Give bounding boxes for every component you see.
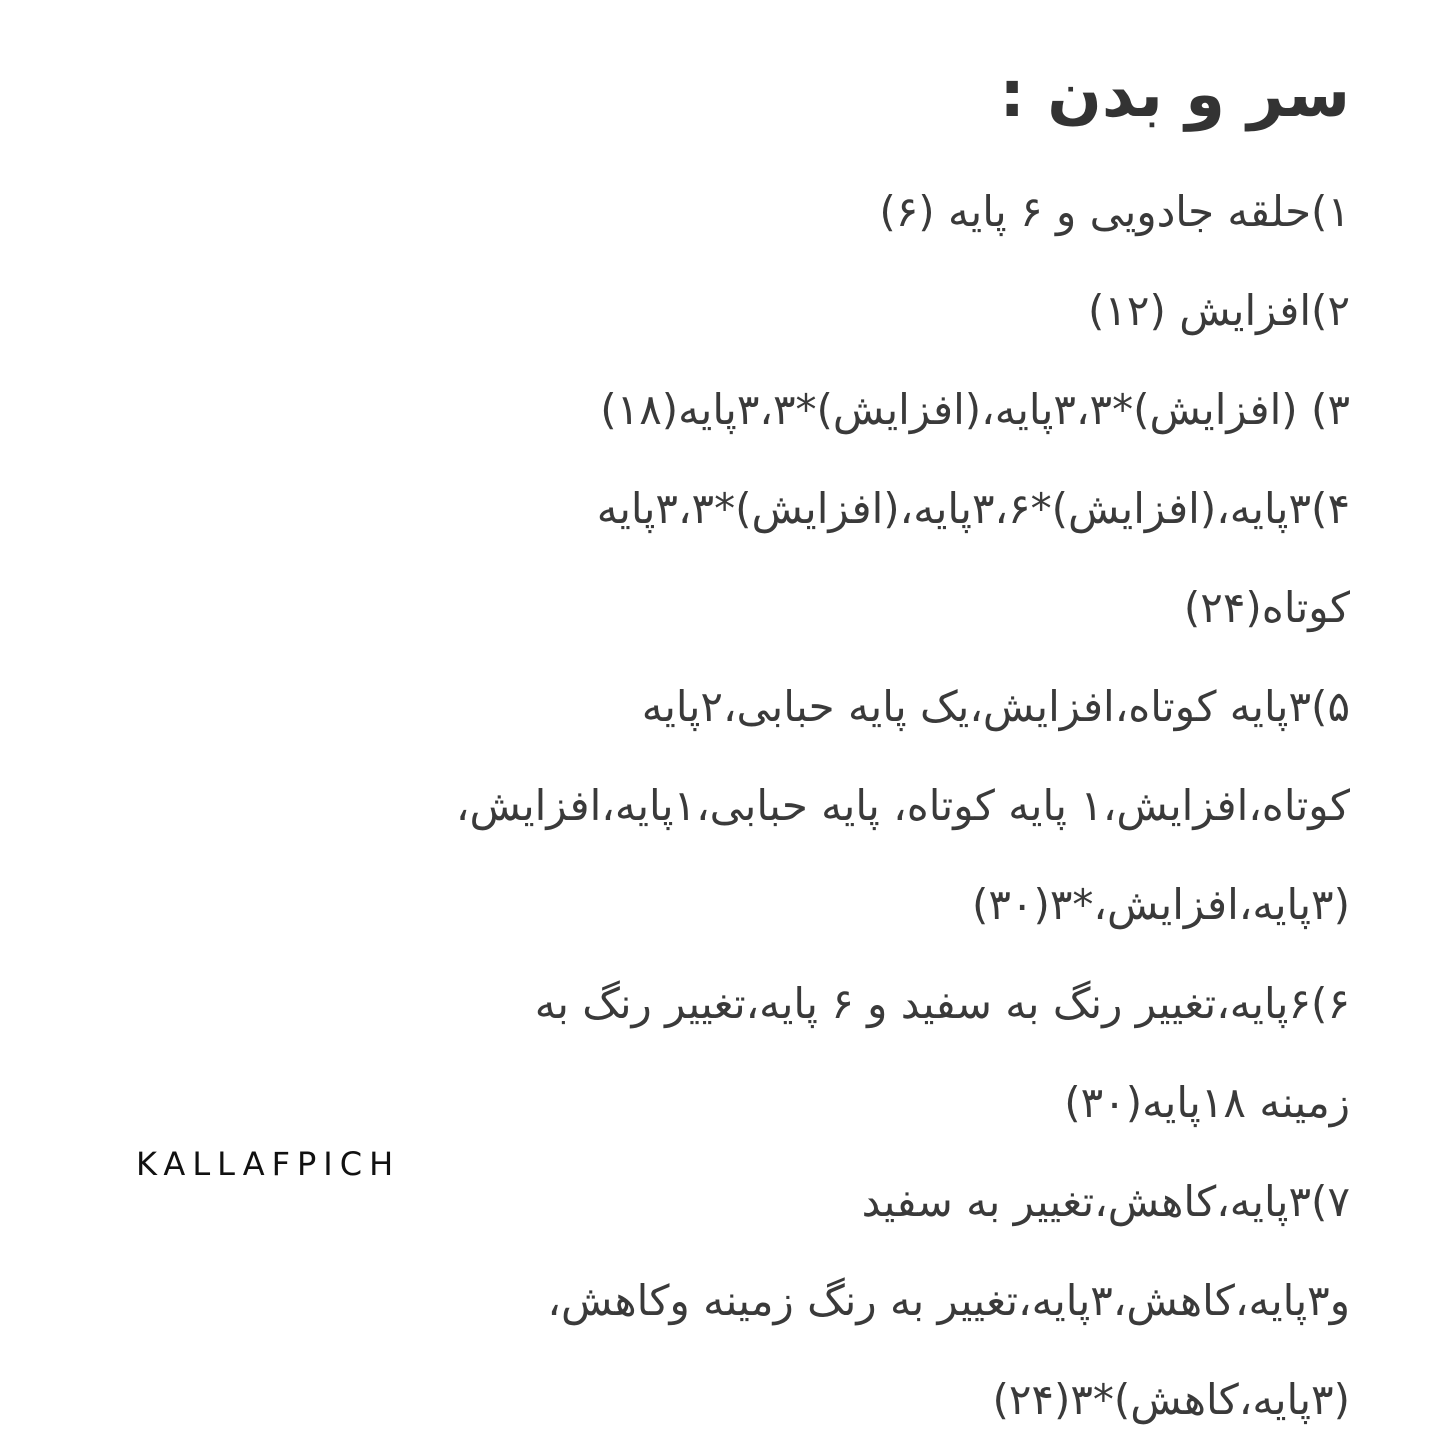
instruction-line-4: ۴)۳پایه،(افزایش)*۳،۶پایه،(افزایش)*۳،۳پایه xyxy=(596,484,1350,533)
instruction-line-5: کوتاه(۲۴) xyxy=(1183,583,1350,632)
instruction-line-3: ۳) (افزایش)*۳،۳پایه،(افزایش)*۳،۳پایه(۱۸) xyxy=(600,385,1350,434)
instruction-line-7: کوتاه،افزایش،۱ پایه کوتاه، پایه حبابی،۱پایه،افزایش، xyxy=(455,781,1350,830)
instruction-list xyxy=(200,162,1350,1449)
instruction-line-8: (۳پایه،افزایش،*۳(۳۰) xyxy=(971,880,1350,929)
page-title: سر و بدن : xyxy=(999,58,1350,132)
watermark-text: KALLAFPICH xyxy=(136,1145,401,1183)
instruction-line-2: ۲)افزایش (۱۲) xyxy=(1087,286,1350,335)
instruction-line-11: ۷)۳پایه،کاهش،تغییر به سفید xyxy=(861,1177,1350,1226)
instruction-line-9: ۶)۶پایه،تغییر رنگ به سفید و ۶ پایه،تغییر رنگ به xyxy=(534,979,1350,1028)
instruction-line-6: ۵)۳پایه کوتاه،افزایش،یک پایه حبابی،۲پایه xyxy=(641,682,1350,731)
instruction-line-10: زمینه ۱۸پایه(۳۰) xyxy=(1064,1078,1350,1127)
instruction-line-13: (۳پایه،کاهش)*۳(۲۴) xyxy=(992,1375,1350,1424)
pattern-document xyxy=(200,40,1350,1449)
instruction-line-12: و۳پایه،کاهش،۳پایه،تغییر به رنگ زمینه وکاهش، xyxy=(547,1276,1350,1325)
instruction-line-1: ۱)حلقه جادویی و ۶ پایه (۶) xyxy=(879,187,1350,236)
